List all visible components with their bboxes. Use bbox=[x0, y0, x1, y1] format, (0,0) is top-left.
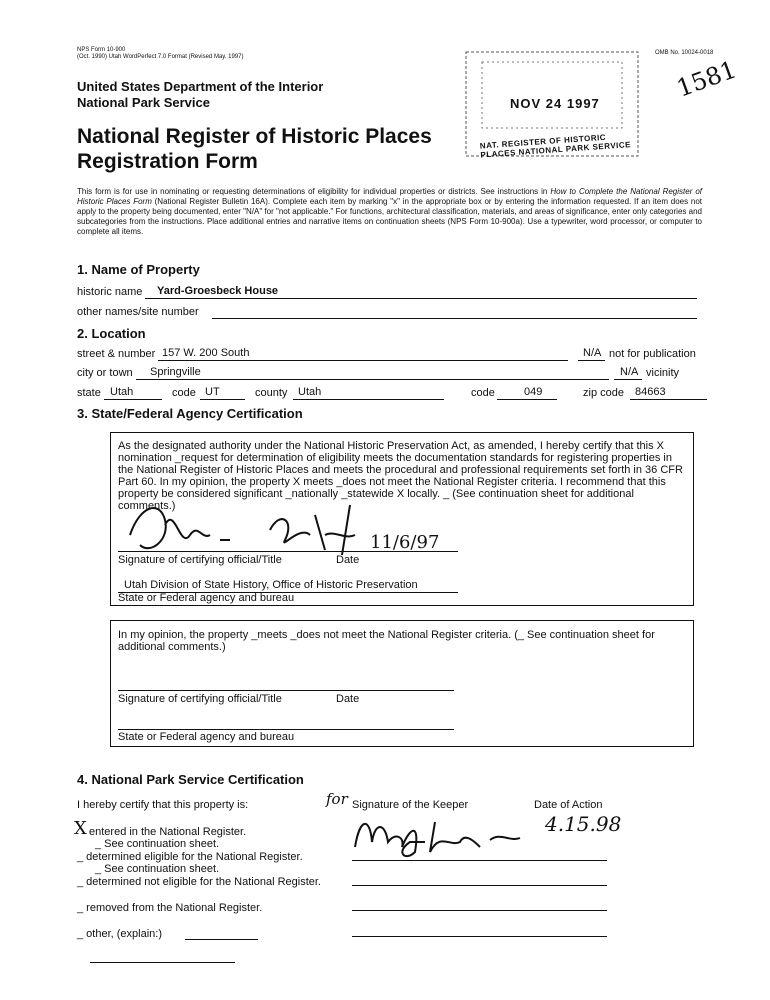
option-entered[interactable]: entered in the National Register. bbox=[89, 826, 247, 838]
option-removed[interactable]: _ removed from the National Register. bbox=[77, 902, 263, 914]
stamp-date: NOV 24 1997 bbox=[510, 96, 600, 111]
section-4-heading: 4. National Park Service Certification bbox=[77, 772, 304, 787]
city-line bbox=[136, 379, 609, 380]
not-publication-value[interactable]: N/A bbox=[583, 347, 602, 359]
street-line bbox=[158, 360, 568, 361]
intro-paragraph bbox=[77, 187, 702, 237]
vicinity-value[interactable]: N/A bbox=[620, 366, 639, 378]
keeper-line-2[interactable] bbox=[352, 885, 607, 886]
section-2-heading: 2. Location bbox=[77, 326, 146, 341]
other-explain-line-2[interactable] bbox=[90, 962, 235, 963]
option-entered-continuation[interactable]: _ See continuation sheet. bbox=[95, 838, 220, 850]
code-value[interactable]: UT bbox=[205, 386, 220, 398]
zip-label: zip code bbox=[583, 387, 624, 399]
other-names-line[interactable] bbox=[212, 318, 697, 319]
option-eligible[interactable]: _ determined eligible for the National Register. bbox=[77, 851, 303, 863]
historic-name-label: historic name bbox=[77, 286, 143, 298]
historic-name-value[interactable]: Yard-Groesbeck House bbox=[157, 285, 279, 297]
other-names-label: other names/site number bbox=[77, 306, 199, 318]
signature-2-line[interactable] bbox=[118, 690, 454, 691]
option-eligible-continuation[interactable]: _ See continuation sheet. bbox=[95, 863, 220, 875]
county-line bbox=[293, 399, 444, 400]
city-value[interactable]: Springville bbox=[150, 366, 201, 378]
keeper-for-mark: for bbox=[326, 790, 348, 808]
code-line bbox=[200, 399, 245, 400]
historic-name-line bbox=[145, 298, 697, 299]
intro-italic: How to Complete the National Register of Historic Places Form bbox=[77, 187, 702, 206]
code-label: code bbox=[172, 387, 196, 399]
not-publication-label: not for publication bbox=[609, 348, 696, 360]
signature-2-label: Signature of certifying official/Title bbox=[118, 693, 282, 705]
handwritten-date: 11/6/97 bbox=[370, 532, 440, 553]
intro-text-1: This form is for use in nominating or requesting determinations of eligibility for individual properties or districts. See instructions in bbox=[77, 187, 551, 196]
signature-line bbox=[118, 551, 458, 552]
omb-number: OMB No. 10024-0018 bbox=[655, 50, 714, 56]
keeper-label: Signature of the Keeper bbox=[352, 799, 469, 811]
other-explain-line[interactable] bbox=[185, 939, 258, 940]
agency-2-line[interactable] bbox=[118, 729, 454, 730]
option-not-eligible[interactable]: _ determined not eligible for the National Register. bbox=[77, 876, 321, 888]
zip-value[interactable]: 84663 bbox=[635, 386, 666, 398]
signature-label: Signature of certifying official/Title bbox=[118, 554, 282, 566]
street-label: street & number bbox=[77, 348, 156, 360]
zip-line bbox=[630, 399, 707, 400]
title-line-2: Registration Form bbox=[77, 150, 258, 173]
date-2-label: Date bbox=[336, 693, 360, 705]
keeper-line-3[interactable] bbox=[352, 910, 607, 911]
certify-label: I hereby certify that this property is: bbox=[77, 799, 249, 811]
dept-line-1: United States Department of the Interior bbox=[77, 79, 324, 94]
county-code-label: code bbox=[471, 387, 495, 399]
county-code-value[interactable]: 049 bbox=[524, 386, 543, 398]
vicinity-label: vicinity bbox=[646, 367, 680, 379]
page-title bbox=[77, 124, 432, 174]
agency-label: State or Federal agency and bureau bbox=[118, 592, 295, 604]
action-date: 4.15.98 bbox=[545, 812, 622, 836]
dept-line-2: National Park Service bbox=[77, 95, 210, 110]
state-value[interactable]: Utah bbox=[110, 386, 134, 398]
keeper-line-4[interactable] bbox=[352, 936, 607, 937]
department-block bbox=[77, 79, 323, 111]
form-number: NPS Form 10-900 bbox=[77, 47, 126, 53]
section-3-heading: 3. State/Federal Agency Certification bbox=[77, 406, 303, 421]
city-label: city or town bbox=[77, 367, 133, 379]
not-publication-line bbox=[578, 360, 605, 361]
state-label: state bbox=[77, 387, 101, 399]
date-label: Date bbox=[336, 554, 360, 566]
county-label: county bbox=[255, 387, 288, 399]
state-cert-text: As the designated authority under the National Historic Preservation Act, as amended, I hereby certify that this X nomination _request for determination of eligibility meets the documentation standards for registering properties in the National Register of Historic Places and meets the procedural and professional requirements set forth in 36 CFR Part 60. In my opinion, the property X meets _does not meet the National Register criteria. I recommend that this property be considered significant _nationally _statewide X locally. _ (See continuation sheet for additional comments.) bbox=[118, 440, 683, 512]
form-date: (Oct. 1990) Utah WordPerfect 7.0 Format (Revised May. 1997) bbox=[77, 54, 244, 60]
agency-2-label: State or Federal agency and bureau bbox=[118, 731, 295, 743]
option-other[interactable]: _ other, (explain:) bbox=[77, 928, 162, 940]
keeper-signature bbox=[350, 812, 530, 862]
stamp-agency: NAT. REGISTER OF HISTORIC PLACES NATIONAL PARK SERVICE bbox=[479, 132, 632, 160]
state-line bbox=[104, 399, 162, 400]
title-line-1: National Register of Historic Places bbox=[77, 125, 432, 148]
county-code-line bbox=[497, 399, 557, 400]
date-of-action-label: Date of Action bbox=[534, 799, 603, 811]
keeper-line-1 bbox=[352, 860, 607, 861]
agency-value[interactable]: Utah Division of State History, Office of Historic Preservation bbox=[124, 579, 418, 591]
street-value[interactable]: 157 W. 200 South bbox=[162, 347, 250, 359]
intro-text-2: (National Register Bulletin 16A). Complete each item by marking "x" in the appropriate box or by entering the information requested. If an item does not apply to the property being documented, enter "N/A" for "not applicable." For functions, architectural classification, materials, and areas of significance, enter only categories and subcategories from the instructions. Place additional entries and narrative items on continuation sheets (NPS Form 10-900a). Use a typewriter, word processor, or computer to complete all items. bbox=[77, 197, 702, 236]
form-number-block bbox=[77, 47, 244, 61]
entered-checkmark: X bbox=[74, 818, 87, 839]
section-1-heading: 1. Name of Property bbox=[77, 262, 200, 277]
handwritten-number: 1581 bbox=[673, 55, 741, 103]
opinion-text: In my opinion, the property _meets _does not meet the National Register criteria. (_ See continuation sheet for additional comments.) bbox=[118, 629, 655, 653]
vicinity-line bbox=[614, 379, 642, 380]
county-value[interactable]: Utah bbox=[298, 386, 322, 398]
